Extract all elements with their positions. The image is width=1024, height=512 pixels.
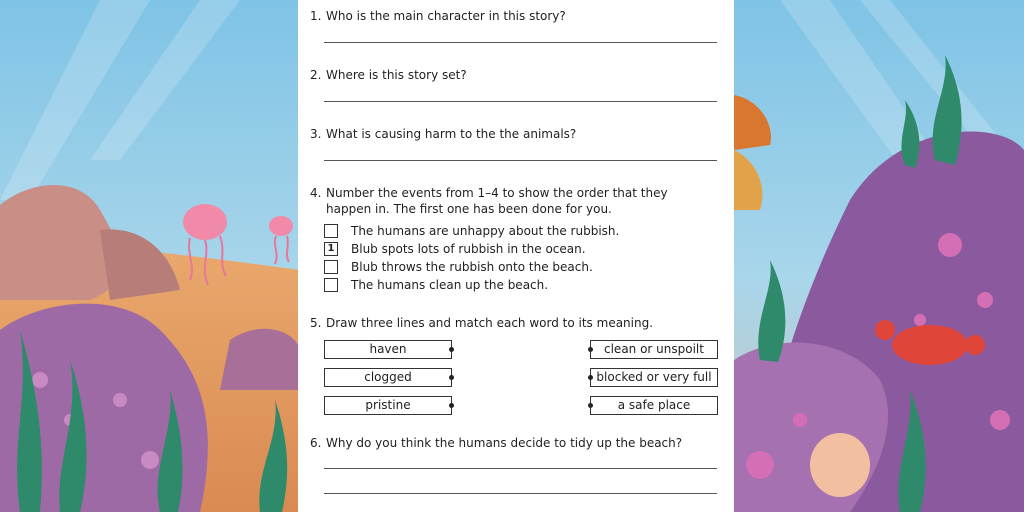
question-text: Why do you think the humans decide to tidy up the beach? (326, 436, 683, 450)
question-text: Draw three lines and match each word to its meaning. (326, 316, 654, 330)
question-6 (310, 435, 682, 451)
match-dot[interactable] (449, 375, 454, 380)
answer-line[interactable] (324, 160, 717, 161)
question-text: Where is this story set? (326, 68, 467, 82)
event-text: Blub spots lots of rubbish in the ocean. (351, 242, 586, 256)
order-number-box[interactable]: 1 (324, 242, 338, 256)
question-number: 1. (310, 9, 322, 23)
word-text: pristine (365, 398, 411, 412)
question-text: What is causing harm to the the animals? (326, 127, 577, 141)
meaning-box-clean-or-unspoilt[interactable] (590, 340, 718, 359)
match-dot[interactable] (588, 347, 593, 352)
answer-line[interactable] (324, 101, 717, 102)
meaning-box-a-safe-place[interactable] (590, 396, 718, 415)
word-box-haven[interactable] (324, 340, 452, 359)
order-number-box[interactable] (324, 260, 338, 274)
question-1 (310, 8, 566, 24)
meaning-text: blocked or very full (596, 370, 712, 384)
word-text: clogged (364, 370, 412, 384)
match-dot[interactable] (588, 375, 593, 380)
question-number: 6. (310, 436, 322, 450)
meaning-box-blocked-or-very-full[interactable] (590, 368, 718, 387)
answer-line[interactable] (324, 42, 717, 43)
worksheet-page (298, 0, 734, 512)
question-text: Who is the main character in this story? (326, 9, 566, 23)
question-number: 5. (310, 316, 322, 330)
word-text: haven (369, 342, 407, 356)
event-text: Blub throws the rubbish onto the beach. (351, 260, 593, 274)
match-dot[interactable] (588, 403, 593, 408)
question-3 (310, 126, 576, 142)
event-text: The humans are unhappy about the rubbish. (351, 224, 620, 238)
question-number: 3. (310, 127, 322, 141)
question-number: 4. (310, 186, 322, 200)
match-dot[interactable] (449, 403, 454, 408)
question-2 (310, 67, 467, 83)
question-number: 2. (310, 68, 322, 82)
order-number-box[interactable] (324, 224, 338, 238)
meaning-text: a safe place (617, 398, 691, 412)
question-5 (310, 315, 653, 331)
answer-line[interactable] (324, 493, 717, 494)
question-4 (310, 185, 706, 217)
match-dot[interactable] (449, 347, 454, 352)
order-number-box[interactable] (324, 278, 338, 292)
word-box-clogged[interactable] (324, 368, 452, 387)
event-text: The humans clean up the beach. (351, 278, 549, 292)
question-text: Number the events from 1–4 to show the order that they happen in. The first one has been done for you. (326, 186, 668, 216)
meaning-text: clean or unspoilt (604, 342, 704, 356)
answer-line[interactable] (324, 468, 717, 469)
word-box-pristine[interactable] (324, 396, 452, 415)
